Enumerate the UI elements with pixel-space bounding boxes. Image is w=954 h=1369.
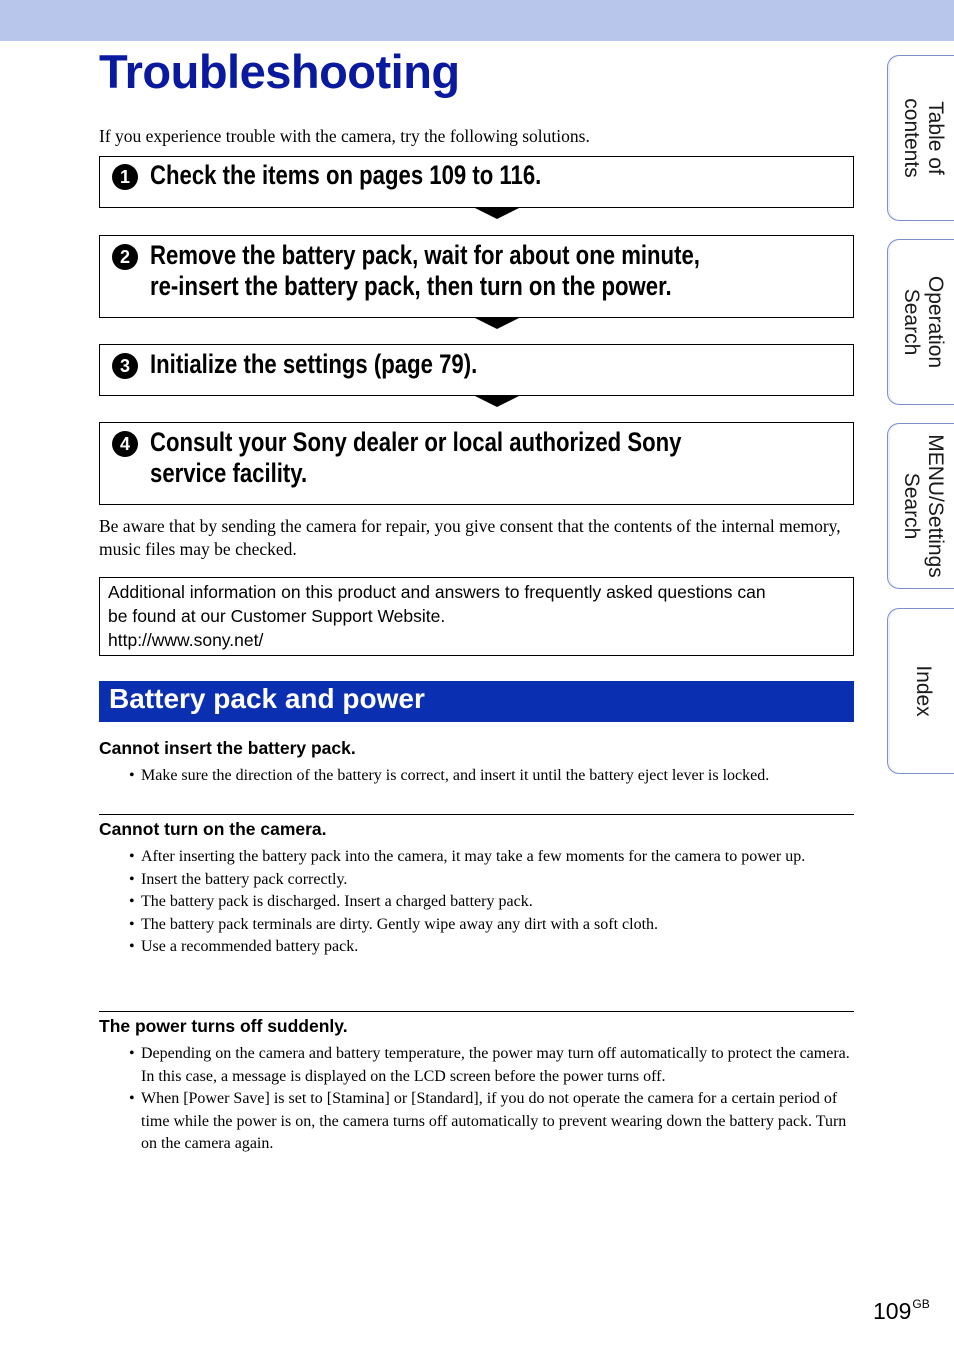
step-box-2 [99,235,854,318]
section-title: Battery pack and power [109,683,425,714]
problem-heading-1: Cannot insert the battery pack. [99,738,356,758]
problem-heading-2: Cannot turn on the camera. [99,819,327,839]
tab-label: Index [911,665,935,717]
problem-list-3 [129,1043,854,1156]
arrow-down-icon [475,208,519,219]
tab-label: Operation Search [899,275,947,369]
support-info-line-1: Additional information on this product and answers to frequently asked questions can [108,582,766,602]
repair-note: Be aware that by sending the camera for repair, you give consent that the contents of the internal memory, music files may be checked. [99,516,841,559]
step-text-3: Initialize the settings (page 79). [150,349,478,379]
list-item: • After inserting the battery pack into the camera, it may take a few moments for the camera to power up. [129,846,854,869]
intro-text: If you experience trouble with the camera, try the following solutions. [99,126,590,146]
list-item: • Depending on the camera and battery temperature, the power may turn off automatically to protect the camera. In this case, a message is displayed on the LCD screen before the power turns off. [129,1043,854,1088]
page-suffix: GB [912,1297,930,1311]
divider [99,1011,854,1012]
tab-label: Table of contents [899,98,947,178]
list-item: • The battery pack is discharged. Insert a charged battery pack. [129,891,854,914]
step-text-1: Check the items on pages 109 to 116. [150,160,542,190]
step-box-3 [99,344,854,396]
problem-heading-3: The power turns off suddenly. [99,1016,348,1036]
list-item: • When [Power Save] is set to [Stamina] or [Standard], if you do not operate the camera for a certain period of time while the power is on, the camera turns off automatically to prevent wearing down the battery pack. Turn on the camera again. [129,1088,854,1156]
top-band [0,0,954,41]
step-number-1: 1 [112,164,138,190]
support-info-box [99,577,854,656]
tab-menu-settings-search[interactable] [887,423,954,589]
step-number-2: 2 [112,244,138,270]
tab-label: MENU/Settings Search [899,434,947,578]
page-number: $109^{GB}$ [873,1297,930,1324]
step-box-4 [99,422,854,505]
step-number-3: 3 [112,353,138,379]
divider [99,814,854,815]
step-number-4: 4 [112,431,138,457]
support-info-line-2: be found at our Customer Support Website. [108,606,446,626]
step-text-2: Remove the battery pack, wait for about one minute, re-insert the battery pack, then turn on the power. [150,240,700,301]
step-box-1 [99,156,854,208]
section-header [99,681,854,722]
support-website-link[interactable]: http://www.sony.net/ [108,630,264,650]
list-item: • The battery pack terminals are dirty. Gently wipe away any dirt with a soft cloth. [129,914,854,937]
page-title: Troubleshooting [99,45,460,98]
tab-index[interactable] [887,608,954,774]
problem-list-2 [129,846,854,959]
list-item: • Use a recommended battery pack. [129,936,854,959]
arrow-down-icon [475,318,519,329]
list-item: • Insert the battery pack correctly. [129,869,854,892]
problem-list-1 [129,765,854,788]
arrow-down-icon [475,396,519,407]
list-item: • Make sure the direction of the battery is correct, and insert it until the battery eject lever is locked. [129,765,854,788]
tab-table-of-contents[interactable] [887,55,954,221]
step-text-4: Consult your Sony dealer or local authorized Sony service facility. [150,427,682,488]
tab-operation-search[interactable] [887,239,954,405]
